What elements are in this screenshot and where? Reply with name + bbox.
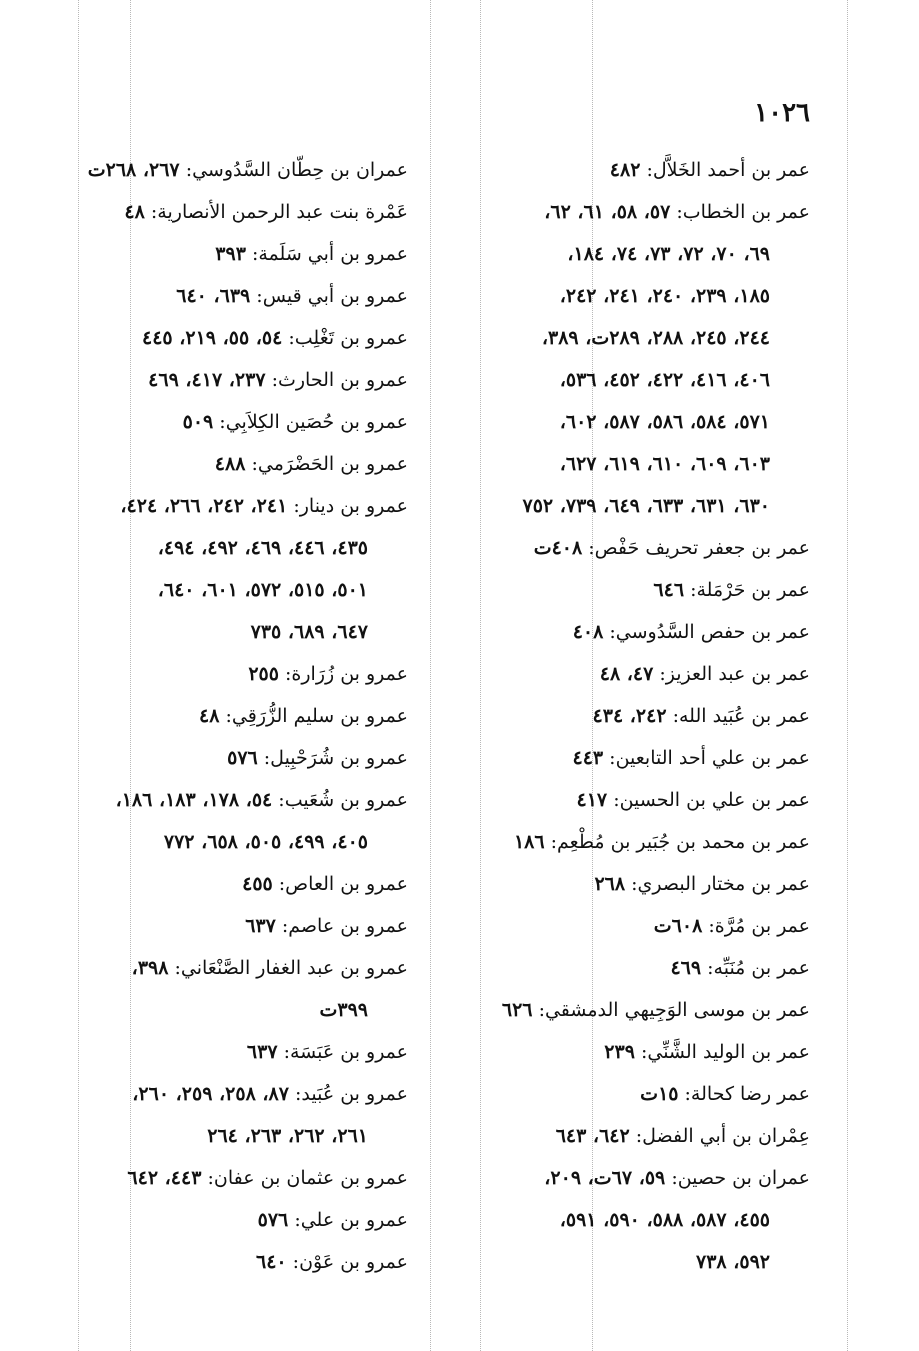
entry-name: عمرو بن أبي سَلَمة:: [251, 243, 408, 265]
index-entry-continuation: [14, 1115, 408, 1157]
entry-page-numbers: ٤١٧: [576, 789, 608, 811]
entry-page-numbers: ٦٣٧: [245, 915, 276, 937]
entry-name: عمر بن جعفر تحريف حَفْص:: [588, 537, 810, 559]
index-entry: [14, 317, 408, 359]
entry-page-numbers: ٥٧٦: [227, 747, 258, 769]
entry-name: عمرو بن عُبَيد:: [295, 1083, 408, 1105]
entry-page-numbers: ٢٤٤، ٢٤٥، ٢٨٨، ٢٨٩ت، ٣٨٩،: [541, 327, 770, 349]
entry-page-numbers: ٤٨٨: [214, 453, 246, 475]
entry-page-numbers: ٦٤٦: [653, 579, 685, 601]
entry-name: عمرو بن تَغْلِب:: [288, 327, 408, 349]
entry-page-numbers: ٤٥٥، ٥٨٧، ٥٨٨، ٥٩٠، ٥٩١،: [559, 1209, 770, 1231]
index-entry: [14, 359, 408, 401]
index-entry: [440, 653, 810, 695]
entry-page-numbers: ٥٩٢، ٧٣٨: [696, 1251, 770, 1273]
index-entry: [14, 905, 408, 947]
index-entry-continuation: [440, 275, 810, 317]
index-entry: [440, 737, 810, 779]
entry-page-numbers: ١٥ت: [640, 1083, 679, 1105]
entry-page-numbers: ٤٦٩: [670, 957, 702, 979]
entry-page-numbers: ٢٦٧، ٢٦٨ت: [87, 159, 180, 181]
index-entry: [14, 695, 408, 737]
entry-page-numbers: ٤٨٢: [609, 159, 641, 181]
index-column-right: [440, 149, 810, 1283]
entry-page-numbers: ٤٤٣: [572, 747, 604, 769]
entry-page-numbers: ٤٨: [199, 705, 220, 727]
index-entry-continuation: [440, 485, 810, 527]
index-entry-continuation: [440, 233, 810, 275]
entry-name: عمر بن مختار البصري:: [631, 873, 810, 895]
entry-name: عمر بن عُبَيد الله:: [672, 705, 810, 727]
index-entry: [14, 275, 408, 317]
entry-page-numbers: ٤٤٣، ٦٤٢: [127, 1167, 202, 1189]
entry-page-numbers: ٥٧، ٥٨، ٦١، ٦٢،: [544, 201, 671, 223]
index-entry: [440, 1031, 810, 1073]
entry-page-numbers: ٤٠٨ت: [533, 537, 583, 559]
index-entry: [14, 1199, 408, 1241]
entry-name: عمرو بن عبد الغفار الصَّنْعَاني:: [174, 957, 408, 979]
entry-page-numbers: ٤٨: [124, 201, 145, 223]
index-entry: [14, 737, 408, 779]
index-column-left: [14, 149, 408, 1283]
index-entry: [440, 905, 810, 947]
entry-name: عمر بن الوليد الشَّنِّي:: [640, 1041, 810, 1063]
entry-name: عمرو بن دينار:: [293, 495, 408, 517]
entry-name: عمر بن مُنَبِّه:: [707, 957, 810, 979]
index-entry: [440, 989, 810, 1031]
index-entry: [14, 1073, 408, 1115]
entry-name: عمرو بن حُصَين الكِلاَبِي:: [219, 411, 408, 433]
entry-page-numbers: ٤٣٥، ٤٤٦، ٤٦٩، ٤٩٢، ٤٩٤،: [157, 537, 368, 559]
index-entry-continuation: [440, 359, 810, 401]
index-entry: [14, 947, 408, 989]
entry-name: عمرو بن الحارث:: [271, 369, 408, 391]
entry-name: عمرو بن الحَضْرَمي:: [251, 453, 408, 475]
entry-page-numbers: ١٨٥، ٢٣٩، ٢٤٠، ٢٤١، ٢٤٢،: [559, 285, 770, 307]
entry-name: عمر بن الخطاب:: [676, 201, 810, 223]
entry-page-numbers: ٥٤، ٥٥، ٢١٩، ٤٤٥: [141, 327, 283, 349]
entry-page-numbers: ٣٩٩ت: [319, 999, 368, 1021]
index-entry: [440, 149, 810, 191]
entry-page-numbers: ٤٠٥، ٤٩٩، ٥٠٥، ٦٥٨، ٧٧٢: [163, 831, 368, 853]
index-entry: [14, 863, 408, 905]
entry-name: عمرو بن زُرَارة:: [285, 663, 408, 685]
entry-name: عمرو بن العاص:: [278, 873, 408, 895]
entry-name: عمر بن عبد العزيز:: [659, 663, 810, 685]
entry-page-numbers: ١٨٦: [513, 831, 545, 853]
entry-page-numbers: ٥٧١، ٥٨٤، ٥٨٦، ٥٨٧، ٦٠٢،: [559, 411, 770, 433]
index-entry: [440, 821, 810, 863]
entry-page-numbers: ٢٥٥: [248, 663, 279, 685]
entry-page-numbers: ٦٠٨ت: [653, 915, 703, 937]
entry-page-numbers: ٥٠٩: [182, 411, 214, 433]
entry-name: عمرو بن شُعَيب:: [278, 789, 408, 811]
entry-page-numbers: ٦٤٧، ٦٨٩، ٧٣٥: [250, 621, 368, 643]
index-entry: [14, 1157, 408, 1199]
entry-page-numbers: ٢٣٧، ٤١٧، ٤٦٩: [148, 369, 266, 391]
entry-name: عمر بن موسى الوَجِيهي الدمشقي:: [538, 999, 810, 1021]
index-entry: [440, 947, 810, 989]
index-entry-continuation: [14, 821, 408, 863]
entry-page-numbers: ٣٩٣: [215, 243, 246, 265]
index-entry-continuation: [440, 443, 810, 485]
entry-page-numbers: ٨٧، ٢٥٨، ٢٥٩، ٢٦٠،: [132, 1083, 289, 1105]
index-entry: [440, 1115, 810, 1157]
entry-page-numbers: ٢٣٩: [604, 1041, 635, 1063]
entry-name: عمرو بن عاصم:: [281, 915, 408, 937]
entry-name: عمرو بن علي:: [294, 1209, 408, 1231]
entry-name: عمرو بن سليم الزُّرَقِي:: [225, 705, 408, 727]
index-entry-continuation: [14, 611, 408, 653]
index-entry: [14, 779, 408, 821]
entry-page-numbers: ٦٤٠: [256, 1251, 287, 1273]
entry-name: عمرو بن عَبَسَة:: [283, 1041, 408, 1063]
index-entry: [14, 233, 408, 275]
index-entry: [440, 863, 810, 905]
index-entry: [440, 527, 810, 569]
index-entry: [14, 443, 408, 485]
index-entry: [14, 1031, 408, 1073]
entry-page-numbers: ٥٠١، ٥١٥، ٥٧٢، ٦٠١، ٦٤٠،: [157, 579, 368, 601]
entry-name: عمر بن حفص السَّدُوسي:: [609, 621, 810, 643]
entry-page-numbers: ٦٣٩، ٦٤٠: [176, 285, 251, 307]
entry-name: عمرو بن أبي قيس:: [256, 285, 408, 307]
index-entry-continuation: [440, 1241, 810, 1283]
entry-name: عمر بن أحمد الخَلاَّل:: [646, 159, 810, 181]
entry-page-numbers: ٥٧٦: [257, 1209, 289, 1231]
index-entry: [440, 569, 810, 611]
entry-page-numbers: ٤٧، ٤٨: [599, 663, 654, 685]
entry-name: عمران بن حصين:: [671, 1167, 810, 1189]
entry-name: عمرو بن شُرَحْبِيل:: [263, 747, 408, 769]
entry-page-numbers: ٣٩٨،: [131, 957, 169, 979]
entry-page-numbers: ٦٠٣، ٦٠٩، ٦١٠، ٦١٩، ٦٢٧،: [559, 453, 770, 475]
index-entry: [440, 611, 810, 653]
index-entry: [14, 485, 408, 527]
index-entry-continuation: [14, 569, 408, 611]
entry-page-numbers: ٢٤١، ٢٤٢، ٢٦٦، ٤٢٤،: [120, 495, 288, 517]
index-entry: [14, 1241, 408, 1283]
entry-name: عمرو بن عثمان بن عفان:: [207, 1167, 408, 1189]
index-entry: [440, 191, 810, 233]
index-entry-continuation: [440, 401, 810, 443]
index-entry: [440, 1073, 810, 1115]
dotted-guide-line: [847, 0, 848, 1351]
index-entry: [14, 653, 408, 695]
entry-name: عمر بن محمد بن جُبَير بن مُطْعِم:: [550, 831, 810, 853]
index-entry: [14, 401, 408, 443]
entry-page-numbers: ٥٤، ١٧٨، ١٨٣، ١٨٦،: [115, 789, 273, 811]
entry-page-numbers: ٤٠٨: [572, 621, 604, 643]
index-entry: [440, 695, 810, 737]
entry-name: عمر بن علي بن الحسين:: [613, 789, 810, 811]
index-entry-continuation: [14, 527, 408, 569]
dotted-guide-line: [430, 0, 431, 1351]
index-entry-continuation: [440, 317, 810, 359]
entry-page-numbers: ٢٦١، ٢٦٢، ٢٦٣، ٢٦٤: [207, 1125, 368, 1147]
entry-page-numbers: ٦٤٢، ٦٤٣: [555, 1125, 630, 1147]
index-entry: [14, 149, 408, 191]
entry-page-numbers: ٦٣٠، ٦٣١، ٦٣٣، ٦٤٩، ٧٣٩، ٧٥٢: [522, 495, 770, 517]
page-number: ١٠٢٦: [754, 98, 810, 128]
entry-page-numbers: ٦٢٦: [501, 999, 533, 1021]
entry-page-numbers: ٢٤٢، ٤٣٤: [592, 705, 667, 727]
entry-page-numbers: ٢٦٨: [594, 873, 626, 895]
index-entry: [14, 191, 408, 233]
entry-page-numbers: ٦٣٧: [246, 1041, 278, 1063]
entry-page-numbers: ٤٥٥: [242, 873, 273, 895]
entry-name: عمر بن مُرَّة:: [708, 915, 810, 937]
index-entry: [440, 1157, 810, 1199]
entry-page-numbers: ٤٠٦، ٤١٦، ٤٢٢، ٤٥٢، ٥٣٦،: [559, 369, 770, 391]
entry-page-numbers: ٥٩، ٦٧ت، ٢٠٩،: [544, 1167, 666, 1189]
entry-name: عمران بن حِطّان السَّدُوسي:: [185, 159, 408, 181]
entry-name: عمر بن علي أحد التابعين:: [609, 747, 810, 769]
entry-name: عمر بن حَرْمَلة:: [690, 579, 810, 601]
entry-page-numbers: ٦٩، ٧٠، ٧٢، ٧٣، ٧٤، ١٨٤،: [567, 243, 770, 265]
entry-name: عمرو بن عَوْن:: [292, 1251, 408, 1273]
index-entry-continuation: [14, 989, 408, 1031]
index-entry-continuation: [440, 1199, 810, 1241]
entry-name: عمر رضا كحالة:: [684, 1083, 810, 1105]
entry-name: عِمْران بن أبي الفضل:: [635, 1125, 810, 1147]
entry-name: عَمْرة بنت عبد الرحمن الأنصارية:: [150, 201, 408, 223]
index-entry: [440, 779, 810, 821]
